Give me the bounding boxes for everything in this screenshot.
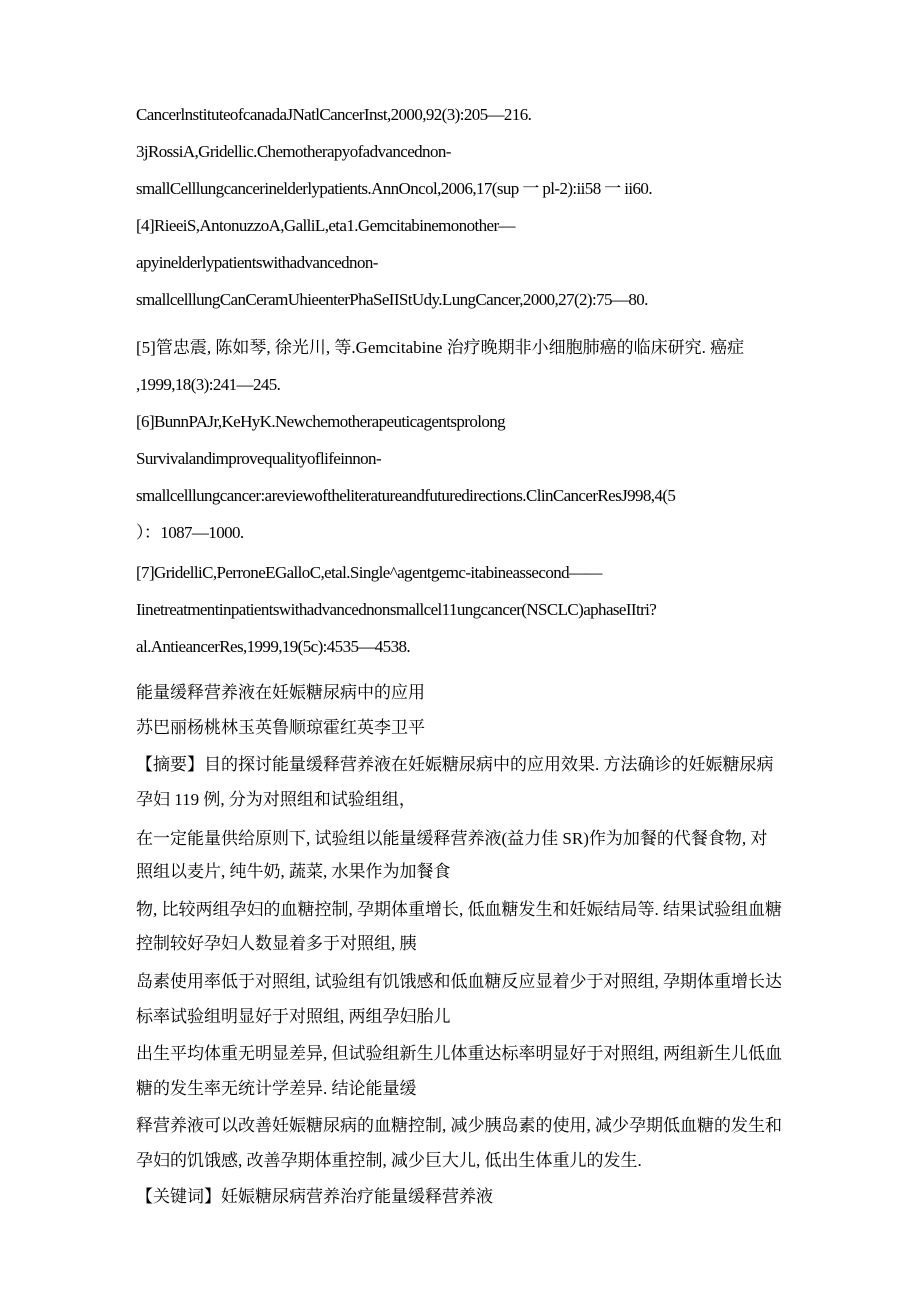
abstract-line: 物, 比较两组孕妇的血糖控制, 孕期体重增长, 低血糖发生和妊娠结局等. 结果试验组血糖 bbox=[136, 900, 782, 919]
reference-line: ,1999,18(3):241—245. bbox=[136, 375, 281, 394]
abstract-line: 照组以麦片, 纯牛奶, 蔬菜, 水果作为加餐食 bbox=[136, 862, 451, 881]
abstract-line: 孕妇的饥饿感, 改善孕期体重控制, 减少巨大儿, 低出生体重儿的发生. bbox=[136, 1151, 642, 1170]
abstract-line: 标率试验组明显好于对照组, 两组孕妇胎儿 bbox=[136, 1007, 451, 1026]
abstract-line: 在一定能量供给原则下, 试验组以能量缓释营养液(益力佳 SR)作为加餐的代餐食物, 对 bbox=[136, 829, 768, 848]
article-title: 能量缓释营养液在妊娠糖尿病中的应用 bbox=[136, 683, 425, 702]
reference-line: 3jRossiA,Gridellic.Chemotherapyofadvancednon- bbox=[136, 142, 451, 161]
reference-line: [7]GridelliC,PerroneEGalloC,etal.Single^agentgemc-itabineassecond—— bbox=[136, 563, 602, 582]
reference-line: ）：1087—1000. bbox=[136, 523, 244, 542]
abstract-line: 糖的发生率无统计学差异. 结论能量缓 bbox=[136, 1079, 417, 1098]
reference-line: al.AntieancerRes,1999,19(5c):4535—4538. bbox=[136, 637, 411, 656]
reference-line: [6]BunnPAJr,KeHyK.Newchemotherapeuticagentsprolong bbox=[136, 412, 506, 431]
abstract-line: 【摘要】目的探讨能量缓释营养液在妊娠糖尿病中的应用效果. 方法确诊的妊娠糖尿病 bbox=[136, 755, 774, 774]
article-authors: 苏巴丽杨桃林玉英鲁顺琼霍红英李卫平 bbox=[136, 718, 425, 737]
article-keywords: 【关键词】妊娠糖尿病营养治疗能量缓释营养液 bbox=[136, 1187, 493, 1206]
reference-line: [4]RieeiS,AntonuzzoA,GalliL,eta1.Gemcitabinemonother— bbox=[136, 216, 515, 235]
reference-line: smallcelllungcancer:areviewoftheliteratureandfuturedirections.ClinCancerResJ998,4(5 bbox=[136, 486, 676, 505]
reference-line: Iinetreatmentinpatientswithadvancednonsmallcel11ungcancer(NSCLC)aphaseIItri? bbox=[136, 600, 657, 619]
abstract-line: 释营养液可以改善妊娠糖尿病的血糖控制, 减少胰岛素的使用, 减少孕期低血糖的发生和 bbox=[136, 1116, 782, 1135]
reference-line: [5]管忠震, 陈如琴, 徐光川, 等.Gemcitabine 治疗晚期非小细胞肺癌的临床研究. 癌症 bbox=[136, 338, 745, 357]
reference-line: smallCelllungcancerinelderlypatients.AnnOncol,2006,17(sup 一 pl-2):ii58 一 ii60. bbox=[136, 179, 652, 198]
reference-line: Survivalandimprovequalityoflifeinnon- bbox=[136, 449, 382, 468]
reference-line: CancerlnstituteofcanadaJNatlCancerInst,2000,92(3):205—216. bbox=[136, 105, 532, 124]
abstract-line: 岛素使用率低于对照组, 试验组有饥饿感和低血糖反应显着少于对照组, 孕期体重增长达 bbox=[136, 972, 782, 991]
abstract-line: 控制较好孕妇人数显着多于对照组, 胰 bbox=[136, 934, 417, 953]
reference-line: smallcelllungCanCeramUhieenterPhaSeIIStUdy.LungCancer,2000,27(2):75—80. bbox=[136, 290, 648, 309]
reference-line: apyinelderlypatientswithadvancednon- bbox=[136, 253, 378, 272]
abstract-line: 孕妇 119 例, 分为对照组和试验组组， bbox=[136, 790, 416, 809]
abstract-line: 出生平均体重无明显差异, 但试验组新生儿体重达标率明显好于对照组, 两组新生儿低血 bbox=[136, 1044, 782, 1063]
